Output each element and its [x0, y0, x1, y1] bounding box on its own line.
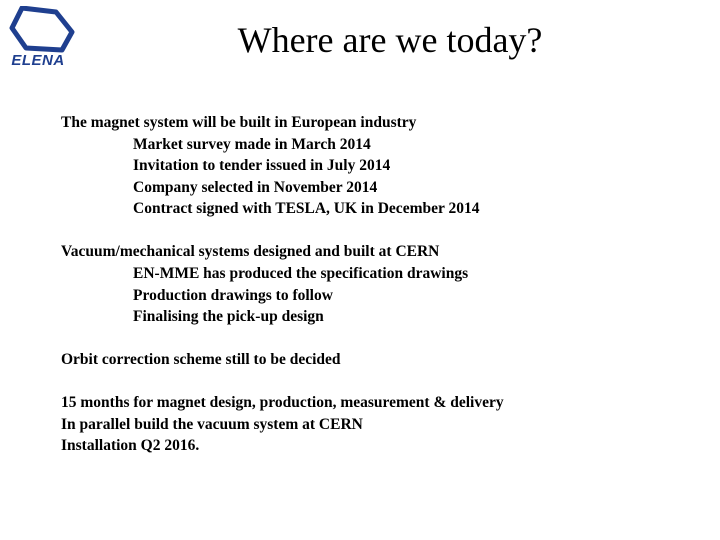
page-title: Where are we today?	[237, 20, 543, 60]
hexagon-ring-icon	[8, 6, 78, 56]
line-heading: 15 months for magnet design, production, measurement & delivery	[61, 394, 504, 412]
line-heading: The magnet system will be built in European industry	[61, 114, 417, 131]
line-item: Production drawings to follow	[133, 286, 333, 304]
bullet-block-schedule	[61, 392, 701, 457]
line-item: Contract signed with TESLA, UK in December 2014	[133, 200, 480, 218]
line-heading: Installation Q2 2016.	[61, 437, 200, 455]
line-heading: In parallel build the vacuum system at CERN	[61, 415, 363, 433]
bullet-block-magnet	[61, 112, 701, 220]
bullet-block-orbit	[61, 349, 701, 371]
logo-text: ELENA	[11, 52, 65, 69]
line-item: Finalising the pick-up design	[133, 308, 324, 326]
bullet-block-vacuum	[61, 241, 701, 327]
slide-content	[61, 112, 701, 478]
line-item: Market survey made in March 2014	[133, 135, 371, 153]
line-item: EN-MME has produced the specification drawings	[133, 264, 469, 282]
line-item: Invitation to tender issued in July 2014	[133, 157, 391, 175]
line-item: Company selected in November 2014	[133, 178, 378, 196]
line-heading: Vacuum/mechanical systems designed and built at CERN	[61, 243, 440, 261]
line-heading: Orbit correction scheme still to be decided	[61, 351, 341, 369]
